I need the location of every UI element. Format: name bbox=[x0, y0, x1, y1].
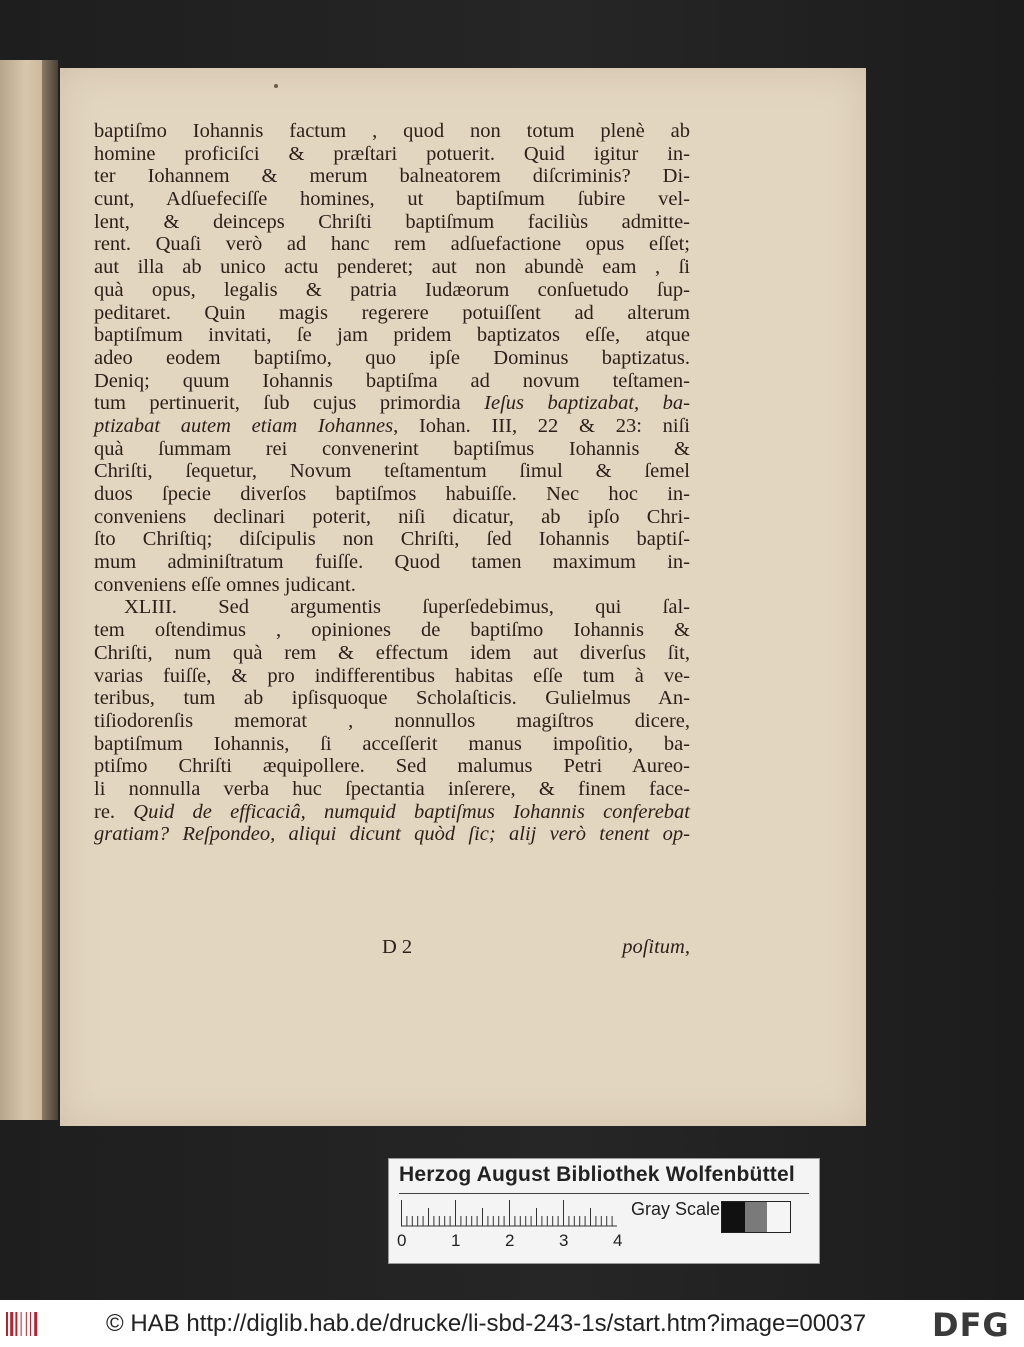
text-run: cunt, Adſuefeciſſe homines, ut baptiſmum ſubire vel- bbox=[94, 188, 690, 211]
previous-page-edge bbox=[0, 60, 58, 1120]
grayscale-swatch-light bbox=[767, 1202, 790, 1232]
book-page bbox=[60, 68, 866, 1126]
text-line bbox=[94, 324, 690, 347]
grayscale-swatch-mid bbox=[745, 1202, 768, 1232]
grayscale-label: Gray Scale bbox=[631, 1199, 721, 1219]
text-run: Deniq; quum Iohannis baptiſma ad novum teſtamen- bbox=[94, 369, 690, 392]
text-run: baptiſmum Iohannis, ſi acceſſerit manus impoſitio, ba- bbox=[94, 732, 690, 755]
text-line bbox=[94, 438, 690, 461]
text-line bbox=[94, 755, 690, 778]
text-line bbox=[94, 665, 690, 688]
dfg-logo: DFG bbox=[932, 1306, 1010, 1344]
text-run: Chriſti, ſequetur, Novum teſtamentum ſimul & ſemel bbox=[94, 460, 690, 483]
text-run: Chriſti, num quà rem & effectum idem aut diverſus ſit, bbox=[94, 641, 690, 664]
text-line bbox=[94, 460, 690, 483]
ruler-number-4: 4 bbox=[613, 1231, 623, 1250]
ruler-scale bbox=[401, 1199, 617, 1227]
text-run: quà opus, legalis & patria Iudæorum conſuetudo ſup- bbox=[94, 278, 690, 301]
signature-mark: D 2 bbox=[382, 936, 413, 958]
text-run: baptiſmo Iohannis factum , quod non totum plenè ab bbox=[94, 120, 690, 142]
text-line bbox=[94, 733, 690, 756]
text-line bbox=[94, 279, 690, 302]
ruler-number-3: 3 bbox=[559, 1231, 569, 1250]
library-title: Herzog August Bibliothek Wolfenbüttel bbox=[399, 1163, 795, 1186]
text-run: ptiſmo Chriſti æquipollere. Sed malumus Petri Aureo- bbox=[94, 755, 690, 778]
text-line bbox=[94, 256, 690, 279]
grayscale-strip bbox=[721, 1201, 791, 1233]
text-line bbox=[94, 574, 690, 597]
text-line bbox=[94, 392, 690, 415]
text-run: aut illa ab unico actu penderet; aut non abundè eam , ſi bbox=[94, 256, 690, 279]
text-run: baptiſmum invitati, ſe jam pridem baptizatos eſſe, atque bbox=[94, 324, 690, 347]
ruler-number-1: 1 bbox=[451, 1231, 461, 1250]
barcode-icon bbox=[6, 1310, 42, 1338]
text-line bbox=[94, 823, 690, 846]
text-line bbox=[94, 710, 690, 733]
text-line bbox=[94, 596, 690, 619]
ruler-numbers bbox=[397, 1231, 627, 1253]
grayscale-swatch-dark bbox=[722, 1202, 745, 1232]
text-run: mum adminiſtratum fuiſſe. Quod tamen maximum in- bbox=[94, 551, 690, 574]
text-line bbox=[94, 233, 690, 256]
page-foot bbox=[94, 936, 690, 960]
text-line bbox=[94, 120, 690, 143]
text-run: quà ſummam rei convenerint baptiſmus Iohannis & bbox=[94, 437, 690, 460]
text-line bbox=[94, 347, 690, 370]
text-run: adeo eodem baptiſmo, quo ipſe Dominus baptizatus. bbox=[94, 346, 690, 369]
text-line bbox=[94, 642, 690, 665]
page-body-text bbox=[94, 120, 690, 846]
text-line bbox=[94, 188, 690, 211]
text-run: tiſiodorenſis memorat , nonnullos magiſtros dicere, bbox=[94, 709, 690, 732]
text-run: varias fuiſſe, & pro indifferentibus habitas eſſe tum à ve- bbox=[94, 664, 690, 687]
text-line bbox=[94, 687, 690, 710]
text-line bbox=[94, 211, 690, 234]
text-run: homine proficiſci & præſtari potuerit. Quid igitur in- bbox=[94, 142, 690, 165]
ruler-number-2: 2 bbox=[505, 1231, 515, 1250]
text-run: peditaret. Quin magis regerere potuiſſent ad alterum bbox=[94, 301, 690, 324]
text-line bbox=[94, 778, 690, 801]
ruler-number-0: 0 bbox=[397, 1231, 407, 1250]
text-run: ſto Chriſtiq; diſcipulis non Chriſti, ſed Iohannis baptiſ- bbox=[94, 528, 690, 551]
text-run: duos ſpecie diverſos baptiſmos habuiſſe. Nec hoc in- bbox=[94, 483, 690, 505]
text-line bbox=[94, 506, 690, 529]
page-mark bbox=[274, 84, 278, 88]
text-line bbox=[94, 619, 690, 642]
italic-text: gratiam? Reſpondeo, aliqui dicunt quòd ſic; alij verò tenent op- bbox=[94, 823, 690, 846]
text-run: conveniens declinari poterit, niſi dicatur, ab ipſo Chri- bbox=[94, 505, 690, 528]
text-line bbox=[94, 302, 690, 325]
text-line bbox=[94, 370, 690, 393]
text-run: tum pertinuerit, ſub cujus primordia bbox=[94, 392, 485, 415]
italic-text: Ieſus baptizabat, ba- bbox=[484, 392, 690, 415]
text-run: XLIII. Sed argumentis ſuperſedebimus, qui ſal- bbox=[124, 596, 690, 619]
text-run: tem oſtendimus , opiniones de baptiſmo Iohannis & bbox=[94, 619, 690, 642]
text-line bbox=[94, 483, 690, 506]
text-run: li nonnulla verba huc ſpectantia inſerere, & finem face- bbox=[94, 777, 690, 800]
title-divider bbox=[399, 1193, 809, 1194]
text-line bbox=[94, 165, 690, 188]
text-run: , Iohan. III, 22 & 23: niſi bbox=[393, 414, 690, 437]
italic-text: Quid de efficaciâ, numquid baptiſmus Iohannis conferebat bbox=[133, 800, 690, 823]
footer-url[interactable]: © HAB http://diglib.hab.de/drucke/li-sbd-243-1s/start.htm?image=00037 bbox=[106, 1310, 867, 1337]
text-line bbox=[94, 551, 690, 574]
italic-text: ptizabat autem etiam Iohannes bbox=[94, 414, 394, 437]
catchword: poſitum, bbox=[622, 936, 690, 958]
viewer-footer bbox=[0, 1300, 1024, 1347]
text-line bbox=[94, 143, 690, 166]
text-line bbox=[94, 415, 690, 438]
text-line bbox=[94, 528, 690, 551]
color-ruler-card bbox=[388, 1158, 820, 1264]
text-line bbox=[94, 801, 690, 824]
text-run: rent. Quaſi verò ad hanc rem adſuefactione opus eſſet; bbox=[94, 233, 690, 256]
text-run: lent, & deinceps Chriſti baptiſmum faciliùs admitte- bbox=[94, 210, 690, 233]
text-run: conveniens eſſe omnes judicant. bbox=[94, 573, 356, 596]
text-run: ter Iohannem & merum balneatorem diſcriminis? Di- bbox=[94, 165, 690, 188]
text-run: teribus, tum ab ipſisquoque Scholaſticis. Gulielmus An- bbox=[94, 687, 690, 710]
text-run: re. bbox=[94, 800, 134, 823]
